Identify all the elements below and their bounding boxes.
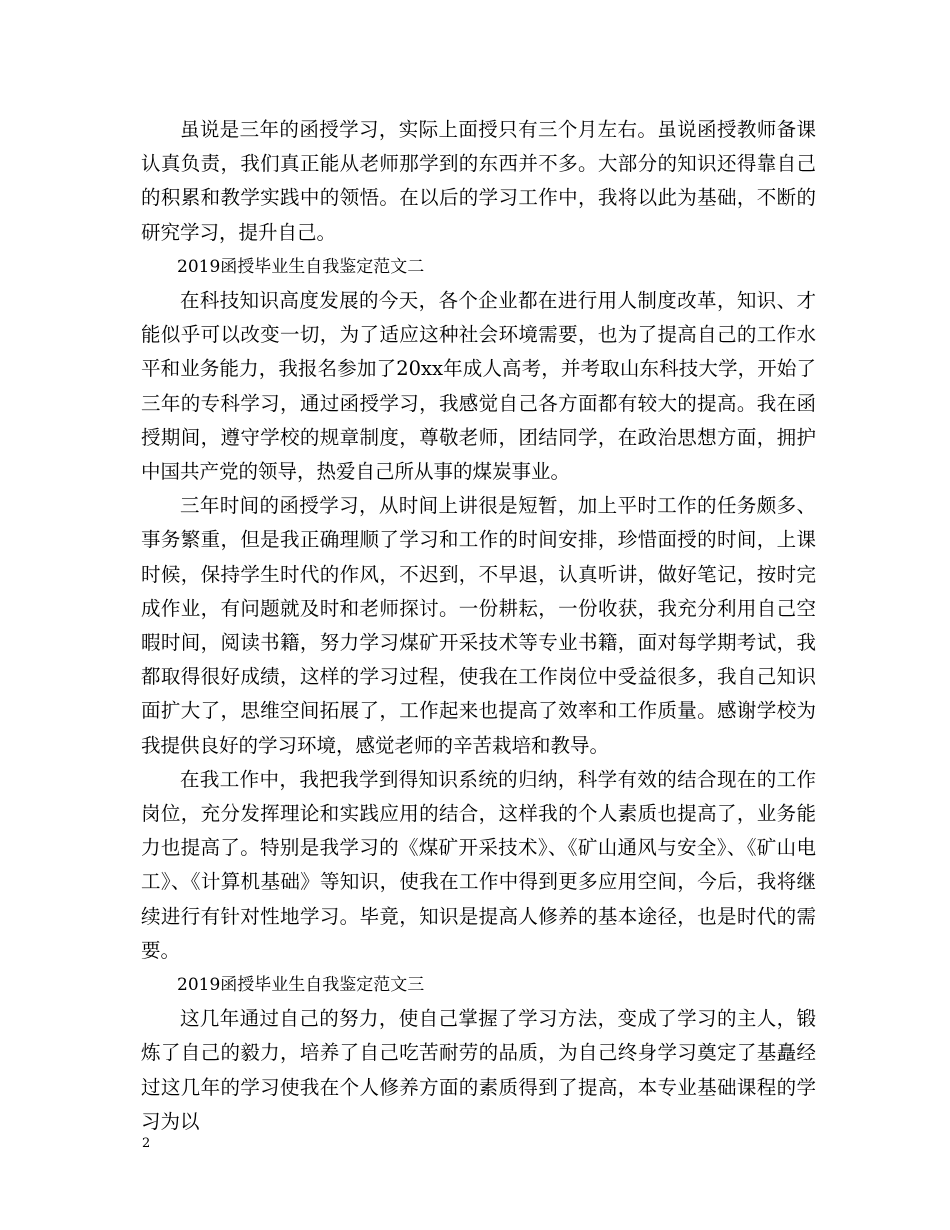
- document-body: [141, 113, 816, 1139]
- page-number: 2: [142, 1136, 151, 1151]
- paragraph-2: 在科技知识高度发展的今天，各个企业都在进行用人制度改革，知识、才能似乎可以改变一切，为了适应这种社会环境需要，也为了提高自己的工作水平和业务能力，我报名参加了20xx年成人高考，并考取山东科技大学，开始了三年的专科学习，通过函授学习，我感觉自己各方面都有较大的提高。我在函授期间，遵守学校的规章制度，尊敬老师，团结同学，在政治思想方面，拥护中国共产党的领导，热爱自己所从事的煤炭事业。: [141, 289, 816, 484]
- section-heading-3: 2019函授毕业生自我鉴定范文三: [177, 975, 425, 996]
- paragraph-5: 这几年通过自己的努力，使自己掌握了学习方法，变成了学习的主人，锻炼了自己的毅力，培养了自己吃苦耐劳的品质，为自己终身学习奠定了基矗经过这几年的学习使我在个人修养方面的素质得到了提高，本专业基础课程的学习为以: [141, 1007, 816, 1133]
- paragraph-1: 虽说是三年的函授学习，实际上面授只有三个月左右。虽说函授教师备课认真负责，我们真正能从老师那学到的东西并不多。大部分的知识还得靠自己的积累和教学实践中的领悟。在以后的学习工作中，我将以此为基础，不断的研究学习，提升自己。: [141, 118, 816, 244]
- section-heading-2: 2019函授毕业生自我鉴定范文二: [177, 256, 425, 277]
- paragraph-3: 三年时间的函授学习，从时间上讲很是短暂，加上平时工作的任务颇多、事务繁重，但是我正确理顺了学习和工作的时间安排，珍惜面授的时间，上课时候，保持学生时代的作风，不迟到，不早退，认真听讲，做好笔记，按时完成作业，有问题就及时和老师探讨。一份耕耘，一份收获，我充分利用自己空暇时间，阅读书籍，努力学习煤矿开采技术等专业书籍，面对每学期考试，我都取得很好成绩，这样的学习过程，使我在工作岗位中受益很多，我自己知识面扩大了，思维空间拓展了，工作起来也提高了效率和工作质量。感谢学校为我提供良好的学习环境，感觉老师的辛苦栽培和教导。: [141, 494, 816, 757]
- paragraph-4: 在我工作中，我把我学到得知识系统的归纳，科学有效的结合现在的工作岗位，充分发挥理论和实践应用的结合，这样我的个人素质也提高了，业务能力也提高了。特别是我学习的《煤矿开采技术》、《矿山通风与安全》、《矿山电工》、《计算机基础》等知识，使我在工作中得到更多应用空间，今后，我将继续进行有针对性地学习。毕竟，知识是提高人修养的基本途径，也是时代的需要。: [141, 767, 816, 962]
